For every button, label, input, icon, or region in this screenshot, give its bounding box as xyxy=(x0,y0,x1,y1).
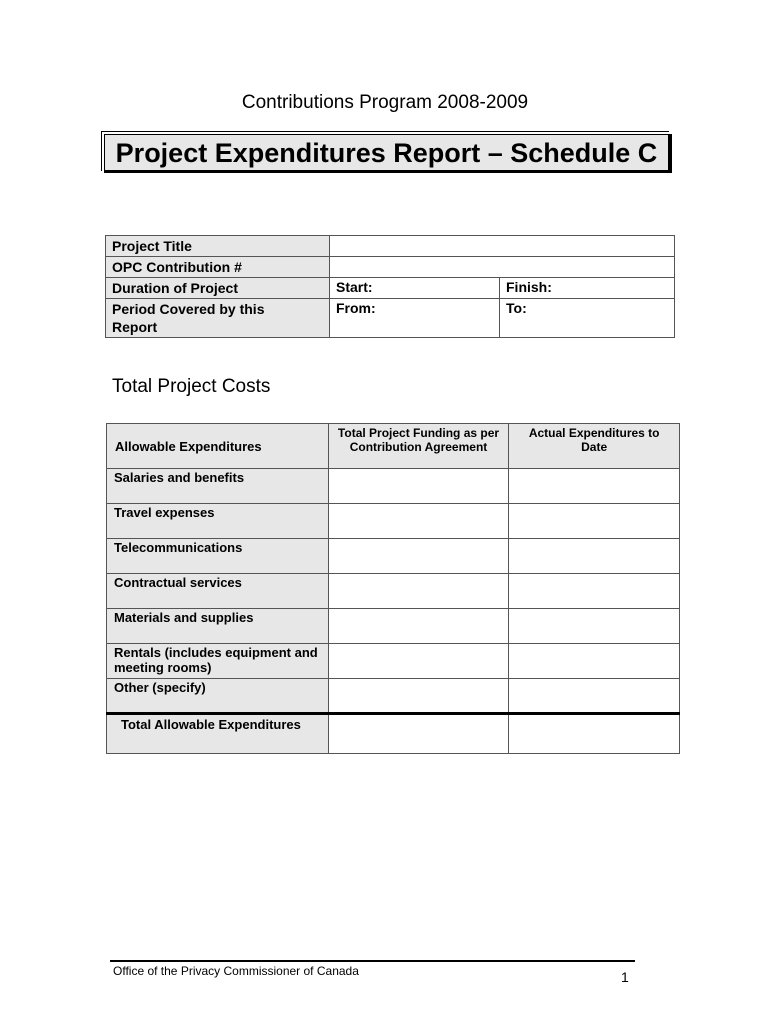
duration-start-field[interactable] xyxy=(330,278,500,299)
period-to-field[interactable] xyxy=(500,299,675,338)
finish-label: Finish: xyxy=(506,279,552,295)
footer-org: Office of the Privacy Commissioner of Canada xyxy=(113,964,359,978)
to-label: To: xyxy=(506,300,527,316)
actual-cell[interactable] xyxy=(509,574,680,609)
period-label-line1: Period Covered by this xyxy=(112,301,265,317)
funding-cell[interactable] xyxy=(328,469,509,504)
report-title: Project Expenditures Report – Schedule C xyxy=(115,138,658,168)
opc-contribution-field[interactable] xyxy=(330,257,675,278)
period-label-line2: Report xyxy=(112,319,158,335)
row-label: Other (specify) xyxy=(107,679,329,714)
duration-label: Duration of Project xyxy=(106,278,330,299)
total-label: Total Allowable Expenditures xyxy=(107,714,329,754)
actual-cell[interactable] xyxy=(509,644,680,679)
costs-table xyxy=(106,423,680,754)
project-title-label: Project Title xyxy=(106,236,330,257)
funding-cell[interactable] xyxy=(328,504,509,539)
funding-cell[interactable] xyxy=(328,609,509,644)
project-info-table xyxy=(105,235,675,338)
row-label: Contractual services xyxy=(107,574,329,609)
row-label: Travel expenses xyxy=(107,504,329,539)
row-label: Telecommunications xyxy=(107,539,329,574)
from-label: From: xyxy=(336,300,376,316)
section-title: Total Project Costs xyxy=(112,376,271,397)
duration-finish-field[interactable] xyxy=(500,278,675,299)
actual-cell[interactable] xyxy=(509,679,680,714)
project-title-field[interactable] xyxy=(330,236,675,257)
funding-cell[interactable] xyxy=(328,539,509,574)
total-funding-cell[interactable] xyxy=(328,714,509,754)
actual-cell[interactable] xyxy=(509,609,680,644)
header-allowable: Allowable Expenditures xyxy=(107,424,329,469)
report-title-box xyxy=(104,134,672,173)
actual-cell[interactable] xyxy=(509,504,680,539)
opc-contribution-label: OPC Contribution # xyxy=(106,257,330,278)
row-label: Salaries and benefits xyxy=(107,469,329,504)
period-from-field[interactable] xyxy=(330,299,500,338)
program-heading: Contributions Program 2008-2009 xyxy=(241,92,529,113)
total-actual-cell[interactable] xyxy=(509,714,680,754)
start-label: Start: xyxy=(336,279,373,295)
actual-cell[interactable] xyxy=(509,539,680,574)
header-funding: Total Project Funding as per Contribution Agreement xyxy=(328,424,509,469)
funding-cell[interactable] xyxy=(328,644,509,679)
actual-cell[interactable] xyxy=(509,469,680,504)
period-label xyxy=(106,299,330,338)
funding-cell[interactable] xyxy=(328,574,509,609)
page-number: 1 xyxy=(621,969,629,985)
footer-divider xyxy=(110,960,635,962)
row-label: Materials and supplies xyxy=(107,609,329,644)
row-label: Rentals (includes equipment and meeting rooms) xyxy=(107,644,329,679)
header-actual: Actual Expenditures to Date xyxy=(509,424,680,469)
funding-cell[interactable] xyxy=(328,679,509,714)
